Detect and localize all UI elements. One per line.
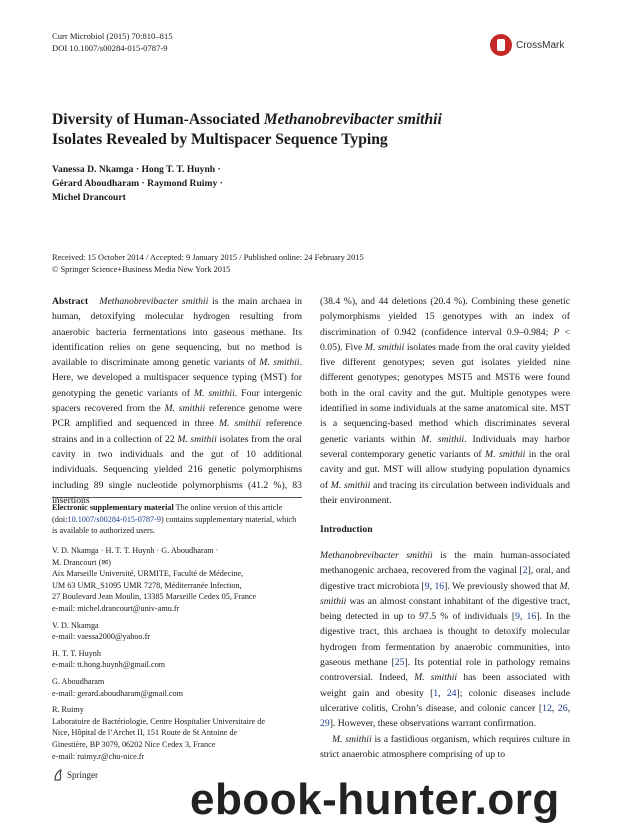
affiliation-entry [52, 676, 302, 699]
publisher-footer [52, 769, 98, 781]
citation-link[interactable]: 24 [446, 687, 457, 699]
email-line[interactable]: e-mail: gerard.aboudharam@gmail.com [52, 688, 183, 698]
abstract-left-column [52, 294, 302, 508]
author-list: Vanessa D. Nkamga · Hong T. T. Huynh · Gérard Aboudharam · Raymond Ruimy · Michel Drancourt [52, 164, 223, 203]
italic-term: M. smithii [421, 433, 465, 445]
italic-term: M. smithii [164, 403, 206, 415]
affiliation-line: M. Drancourt (✉) [52, 557, 111, 567]
email-line[interactable]: e-mail: vaessa2000@yahoo.fr [52, 632, 151, 642]
citation-link[interactable]: 1 [433, 687, 439, 699]
introduction-paragraph [320, 732, 570, 763]
italic-term: M. smithii [364, 341, 405, 353]
affiliation-line: G. Aboudharam [52, 676, 105, 686]
abstract-heading: Abstract [52, 296, 89, 307]
affiliation-line: Nice, Hôpital de l’Archet II, 151 Route de St Antoine de [52, 728, 238, 738]
supplementary-note: Electronic supplementary material The online version of this article (doi:10.1007/s00284-015-0787-9) contains supplementary material, which is available to authorized users. [52, 503, 297, 535]
text-run: (38.4 %), and 44 deletions (20.4 %). Combining these genetic polymorphisms yielded 15 genotypes with an index of discrimination of 0.942 (confidence interval 0.9–0.984; [320, 296, 570, 338]
text-run: ]; colonic diseases include ulcerative colitis, Crohn’s disease, and colonic cancer [ [320, 687, 570, 714]
crossmark-label: CrossMark [516, 39, 565, 51]
affiliation-line: V. D. Nkamga · H. T. T. Huynh · G. Aboudharam · [52, 546, 219, 555]
springer-horse-icon [52, 769, 64, 781]
text-run: , [519, 611, 527, 623]
affiliation-line: Aix Marseille Université, URMITE, Faculté de Médecine, [52, 569, 244, 579]
text-run: . Here, we developed a multispacer sequence typing (MST) for genotyping the genetic variants of [52, 357, 302, 399]
publication-history [52, 252, 572, 276]
email-line[interactable]: e-mail: ruimy.r@chu-nice.fr [52, 751, 145, 761]
citation-link[interactable]: 9 [424, 580, 430, 592]
affiliation-line: V. D. Nkamga [52, 620, 99, 630]
affiliation-line: UM 63 UMR_S1095 UMR 7278, Méditerranée Infection, [52, 580, 242, 590]
text-run: is the main human-associated methanogenic archaea, recovered from the vaginal [ [320, 550, 570, 577]
italic-term: M. smithii [332, 733, 372, 745]
watermark-text: ebook-hunter.org [190, 775, 560, 824]
abstract-text-left [52, 296, 302, 506]
citation-link[interactable]: 26 [557, 702, 568, 714]
publisher-name: Springer [67, 770, 98, 780]
email-line[interactable]: e-mail: michel.drancourt@univ-amu.fr [52, 603, 180, 613]
text-run: and tracing its circulation between individuals and their environment. [320, 479, 571, 506]
copyright-line: © Springer Science+Business Media New York 2015 [52, 265, 231, 274]
text-run: was an almost constant inhabitant of the digestive tract, being detected in up to 97.5 % of individuals [ [320, 595, 570, 623]
text-run: , [567, 702, 570, 714]
affiliation-entry [52, 704, 302, 762]
supplementary-label: Electronic supplementary material [52, 503, 174, 512]
text-run: , [438, 687, 447, 699]
text-run: is a fastidious organism, which requires culture in strict anaerobic atmosphere comprising of up to [320, 733, 570, 760]
text-run: is the main archaea in human, detoxifying molecular hydrogen resulting from anaerobic bacteria fermentations into gaseous methane. Its identification relies on gene sequencing, but no method is available to discriminate among genetic variants of [52, 296, 302, 369]
article-title: Diversity of Human-Associated Methanobrevibacter smithii Isolates Revealed by Multispacer Sequence Typing [52, 111, 442, 148]
italic-term: M. smithii [193, 387, 235, 399]
affiliation-line: Ginestière, BP 3079, 06202 Nice Cedex 3, France [52, 739, 216, 749]
citation-link[interactable]: 12 [542, 702, 552, 714]
abstract-text-right [320, 296, 570, 506]
text-run: , [429, 580, 435, 592]
abstract-right-column [320, 294, 570, 508]
italic-term: M. smithii [259, 357, 300, 369]
italic-term: P [553, 326, 560, 338]
affiliation-entry [52, 545, 302, 615]
crossmark-button[interactable] [490, 34, 572, 56]
introduction-body [320, 548, 570, 762]
text-run: ], oral, and digestive tract microbiota [ [320, 565, 570, 592]
affiliation-entry [52, 620, 302, 643]
email-line[interactable]: e-mail: tt.hong.huynh@gmail.com [52, 660, 166, 670]
doi-line: DOI 10.1007/s00284-015-0787-9 [52, 43, 168, 53]
affiliation-line: Laboratoire de Bactériologie, Centre Hospitalier Universitaire de [52, 716, 266, 726]
italic-term: M. smithii [330, 479, 371, 491]
crossmark-icon [490, 34, 512, 56]
text-run: , [551, 702, 558, 714]
italic-term: Methanobrevibacter smithii [320, 550, 433, 561]
italic-term: M. smithii [218, 418, 261, 430]
italic-term: Methanobrevibacter smithii [99, 296, 209, 307]
italic-term: M. smithii [485, 448, 526, 460]
journal-header [52, 30, 173, 54]
affiliation-line: 27 Boulevard Jean Moulin, 13385 Marseille Cedex 05, France [52, 592, 257, 602]
text-run: in the oral cavity and gut. MST will allow studying population dynamics of [320, 448, 571, 491]
affiliations-block [52, 545, 302, 767]
introduction-paragraph [320, 548, 570, 732]
citation-link[interactable]: 9 [515, 611, 520, 623]
affiliation-entry [52, 648, 302, 671]
text-run: ]. Its potential role in pathology remains controversial. Indeed, [320, 657, 570, 684]
italic-term: M. smithii [177, 433, 217, 445]
affiliation-line: R. Ruimy [52, 705, 84, 715]
journal-citation: Curr Microbiol (2015) 70:810–815 [52, 31, 173, 41]
text-run: ]. In the digestive tract, this archaea is thought to detoxify molecular hydrogen from fermentation by anaerobic communities, into gaseous methane [ [320, 611, 570, 669]
text-run: reference genome were PCR amplified and sequenced in three [52, 403, 302, 430]
title-species: Methanobrevibacter smithii [263, 111, 442, 128]
text-run: ]. We previously showed that [444, 580, 560, 592]
introduction-heading: Introduction [320, 524, 373, 535]
text-run: < 0.05). Five [320, 326, 571, 353]
received-line: Received: 15 October 2014 / Accepted: 9 January 2015 / Published online: 24 February 2015 [52, 253, 364, 262]
text-run: isolates from the oral cavity in two individuals and the gut of 10 additional individuals. Sequencing yielded 216 genetic polymorphisms including 89 single nucleotide polymorphisms (41.2 %), 83 insertions [52, 433, 302, 506]
citation-link[interactable]: 25 [394, 657, 405, 669]
text-run: ]. However, these observations warrant confirmation. [329, 718, 536, 730]
citation-link[interactable]: 16 [526, 611, 537, 623]
italic-term: M. smithii [414, 672, 458, 684]
text-run: . Four intergenic spacers recovered from the [52, 387, 303, 415]
footnote-divider [52, 497, 302, 498]
text-run: . Individuals may harbor several contemporary genetic variants of [320, 433, 570, 460]
text-run: reference strains and in a collection of 22 [52, 418, 302, 445]
citation-link[interactable]: 2 [522, 565, 528, 577]
italic-term: M. smithii [320, 580, 570, 607]
text-run: has been associated with weight gain and obesity [ [320, 672, 570, 699]
affiliation-line: H. T. T. Huynh [52, 648, 101, 658]
supplementary-doi-link[interactable]: 10.1007/s00284-015-0787-9 [67, 514, 161, 524]
citation-link[interactable]: 29 [320, 718, 330, 730]
text-run: isolates made from the oral cavity yielded five different genotypes; seven gut isolates yielded nine different genotypes; genotypes MST5 and MST6 were found both in the oral cavity and the gut. Multiple genotypes were identified in some individuals at the same anatomical site. MST is a sequencing-based method which discriminates several genetic variants within [320, 341, 571, 445]
citation-link[interactable]: 16 [434, 580, 445, 592]
